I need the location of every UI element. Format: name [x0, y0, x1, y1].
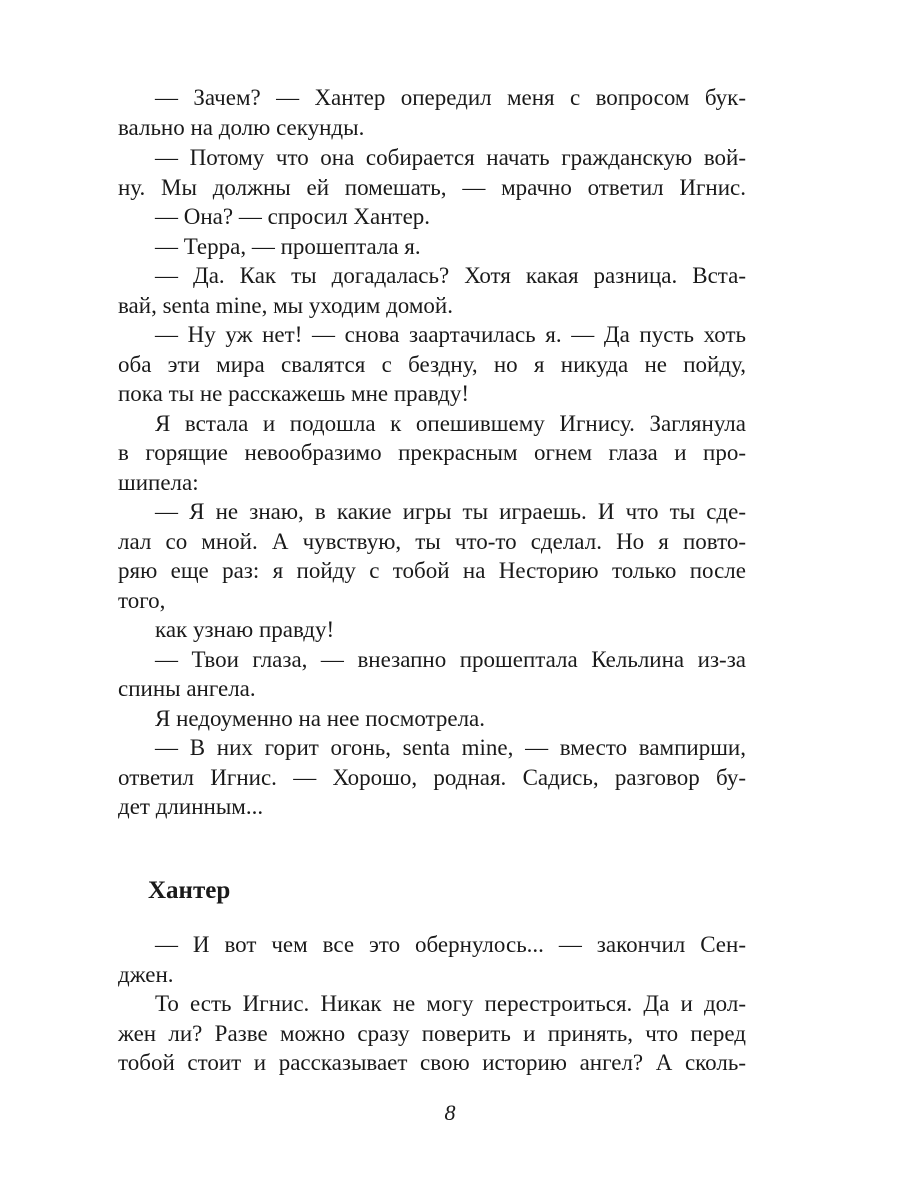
text-line: в горящие невообразимо прекрасным огнем глаза и про- — [118, 440, 746, 465]
text-line: спины ангела. — [118, 676, 256, 701]
text-line: как узнаю правду! — [155, 617, 335, 642]
text-line: лал со мной. А чувствую, ты что-то сделал. Но я повто- — [118, 529, 746, 554]
section-heading: Хантер — [148, 877, 231, 904]
text-line: — Я не знаю, в какие игры ты играешь. И что ты сде- — [155, 499, 746, 524]
text-line: — В них горит огонь, senta mine, — вместо вампирши, — [155, 735, 746, 760]
text-line: жен ли? Разве можно сразу поверить и принять, что перед — [118, 1021, 746, 1046]
text-line: вай, senta mine, мы уходим домой. — [118, 293, 453, 318]
text-line: То есть Игнис. Никак не могу перестроиться. Да и дол- — [155, 991, 746, 1016]
text-line: ответил Игнис. — Хорошо, родная. Садись, разговор бу- — [118, 765, 746, 790]
text-line: оба эти мира свалятся с бездну, но я никуда не пойду, — [118, 352, 746, 377]
text-line: ряю еще раз: я пойду с тобой на Несторию только после — [118, 558, 746, 583]
text-line: пока ты не расскажешь мне правду! — [118, 381, 470, 406]
text-line: Я недоуменно на нее посмотрела. — [155, 706, 486, 731]
text-line: — Терра, — прошептала я. — [155, 234, 421, 259]
text-line: джен. — [118, 962, 174, 987]
text-line: — Ну уж нет! — снова заартачилась я. — Да пусть хоть — [155, 322, 746, 347]
text-line: шипела: — [118, 470, 199, 495]
text-line: — Твои глаза, — внезапно прошептала Кельлина из-за — [155, 647, 746, 672]
text-line: — И вот чем все это обернулось... — закончил Сен- — [155, 932, 746, 957]
page-number: 8 — [444, 1100, 456, 1125]
text-line: — Зачем? — Хантер опередил меня с вопросом бук- — [155, 85, 746, 110]
text-line: вально на долю секунды. — [118, 115, 365, 140]
text-line: — Потому что она собирается начать гражданскую вой- — [155, 145, 746, 170]
text-line: Я встала и подошла к опешившему Игнису. Заглянула — [155, 411, 746, 436]
text-line: тобой стоит и рассказывает свою историю ангел? А сколь- — [118, 1050, 746, 1075]
text-line: — Она? — спросил Хантер. — [155, 204, 431, 229]
text-line: — Да. Как ты догадалась? Хотя какая разница. Вста- — [155, 263, 746, 288]
text-line: того, — [118, 588, 166, 613]
text-line: ну. Мы должны ей помешать, — мрачно ответил Игнис. — [118, 175, 746, 200]
text-line: дет длинным... — [118, 794, 264, 819]
